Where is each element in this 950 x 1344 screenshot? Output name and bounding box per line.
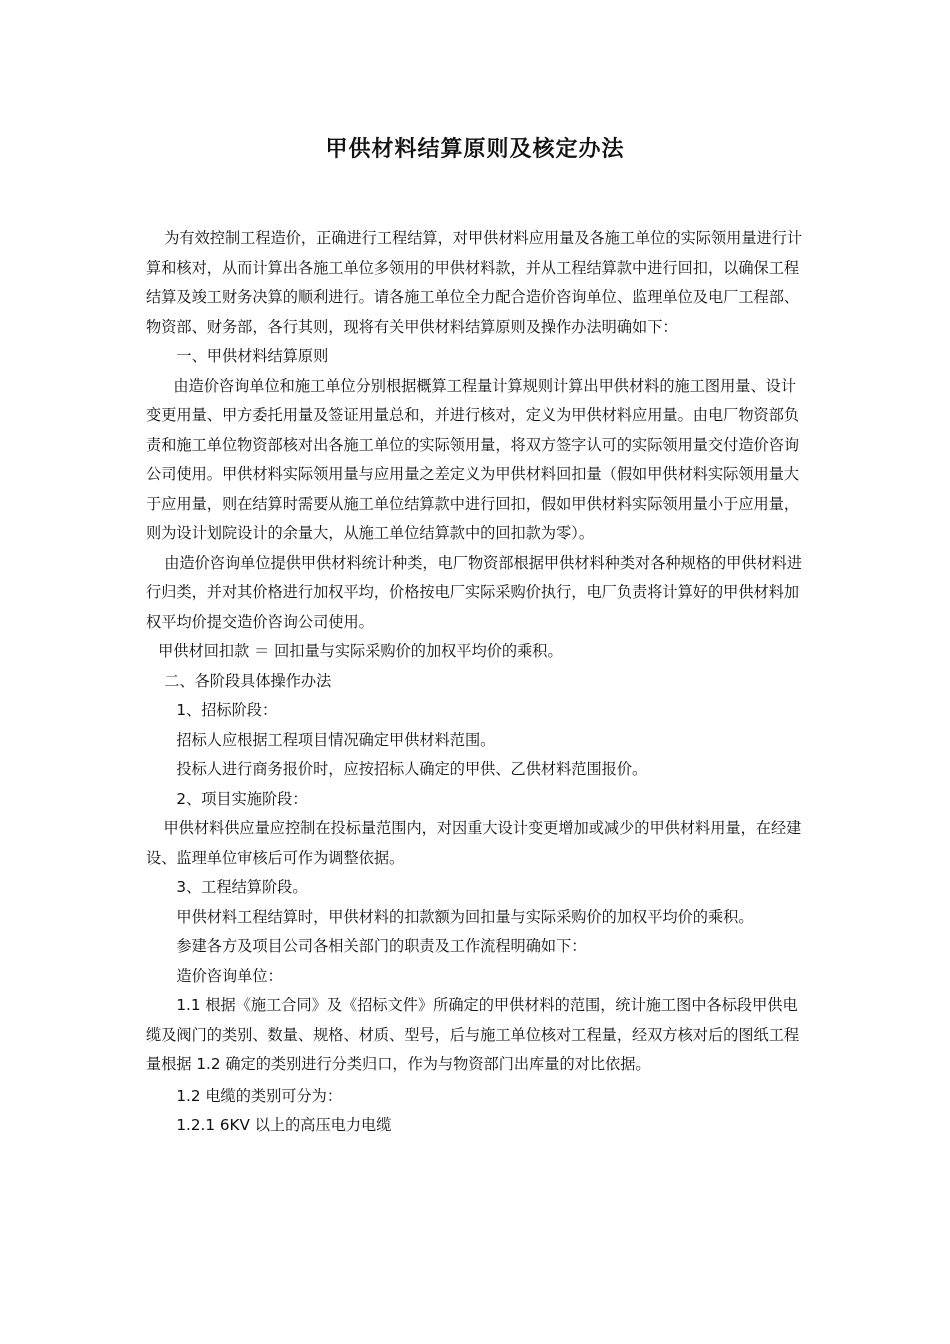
paragraph-tenderer: 招标人应根据工程项目情况确定甲供材料范围。 [176,730,496,749]
document-body [146,224,806,1141]
subheading-implementation-stage: 2、项目实施阶段： [176,789,308,808]
paragraph-rebate-formula: 甲供材回扣款 ＝ 回扣量与实际采购价的加权平均价的乘积。 [158,642,563,660]
paragraph-supply-control: 甲供材料供应量应控制在投标量范围内，对因重大设计变更增加或减少的甲供材料用量，在经建设、监理单位审核后可作为调整依据。 [146,819,802,867]
section-heading-procedures: 二、各阶段具体操作办法 [164,671,332,690]
section-heading-principles: 一、甲供材料结算原则 [176,347,329,365]
subheading-bidding-stage: 1、招标阶段： [176,701,278,719]
subheading-cost-consultant: 造价咨询单位： [176,966,283,985]
document-title: 甲供材料结算原则及核定办法 [325,137,625,162]
paragraph-price-averaging: 由造价咨询单位提供甲供材料统计种类，电厂物资部根据甲供材料种类对各种规格的甲供材料进行归类，并对其价格进行加权平均，价格按电厂实际采购价执行，电厂负责将计算好的甲供材料加权平均价提交造价咨询公司使用。 [146,553,803,631]
paragraph-item-1-1: 1.1 根据《施工合同》及《招标文件》所确定的甲供材料的范围，统计施工图中各标段甲供电缆及阀门的类别、数量、规格、材质、型号，后与施工单位核对工程量，经双方核对后的图纸工程量根据 1.2 确定的类别进行分类归口，作为与物资部门出库量的对比依据。 [146,996,800,1073]
paragraph-bidder: 投标人进行商务报价时，应按招标人确定的甲供、乙供材料范围报价。 [176,760,648,778]
paragraph-responsibilities: 参建各方及项目公司各相关部门的职责及工作流程明确如下： [176,937,587,955]
paragraph-settlement-deduction: 甲供材料工程结算时，甲供材料的扣款额为回扣量与实际采购价的加权平均价的乘积。 [176,907,754,926]
subheading-settlement-stage: 3、工程结算阶段。 [176,878,308,896]
intro-paragraph: 为有效控制工程造价，正确进行工程结算，对甲供材料应用量及各施工单位的实际领用量进行计算和核对，从而计算出各施工单位多领用的甲供材料款，并从工程结算款中进行回扣，以确保工程结算及竣工财务决算的顺利进行。请各施工单位全力配合造价咨询单位、监理单位及电厂工程部、物资部、财务部，各行其则，现将有关甲供材料结算原则及操作办法明确如下： [146,229,803,336]
paragraph-item-1-2-1: 1.2.1 6KV 以上的高压电力电缆 [176,1116,392,1134]
paragraph-item-1-2: 1.2 电缆的类别可分为： [176,1086,343,1105]
paragraph-application-quantity: 由造价咨询单位和施工单位分别根据概算工程量计算规则计算出甲供材料的施工图用量、设计变更用量、甲方委托用量及签证用量总和，并进行核对，定义为甲供材料应用量。由电厂物资部负责和施工单位物资部核对出各施工单位的实际领用量，将双方签字认可的实际领用量交付造价咨询公司使用。甲供材料实际领用量与应用量之差定义为甲供材料回扣量（假如甲供材料实际领用量大于应用量，则在结算时需要从施工单位结算款中进行回扣，假如甲供材料实际领用量小于应用量，则为设计划院设计的余量大，从施工单位结算款中的回扣款为零）。 [146,376,800,542]
